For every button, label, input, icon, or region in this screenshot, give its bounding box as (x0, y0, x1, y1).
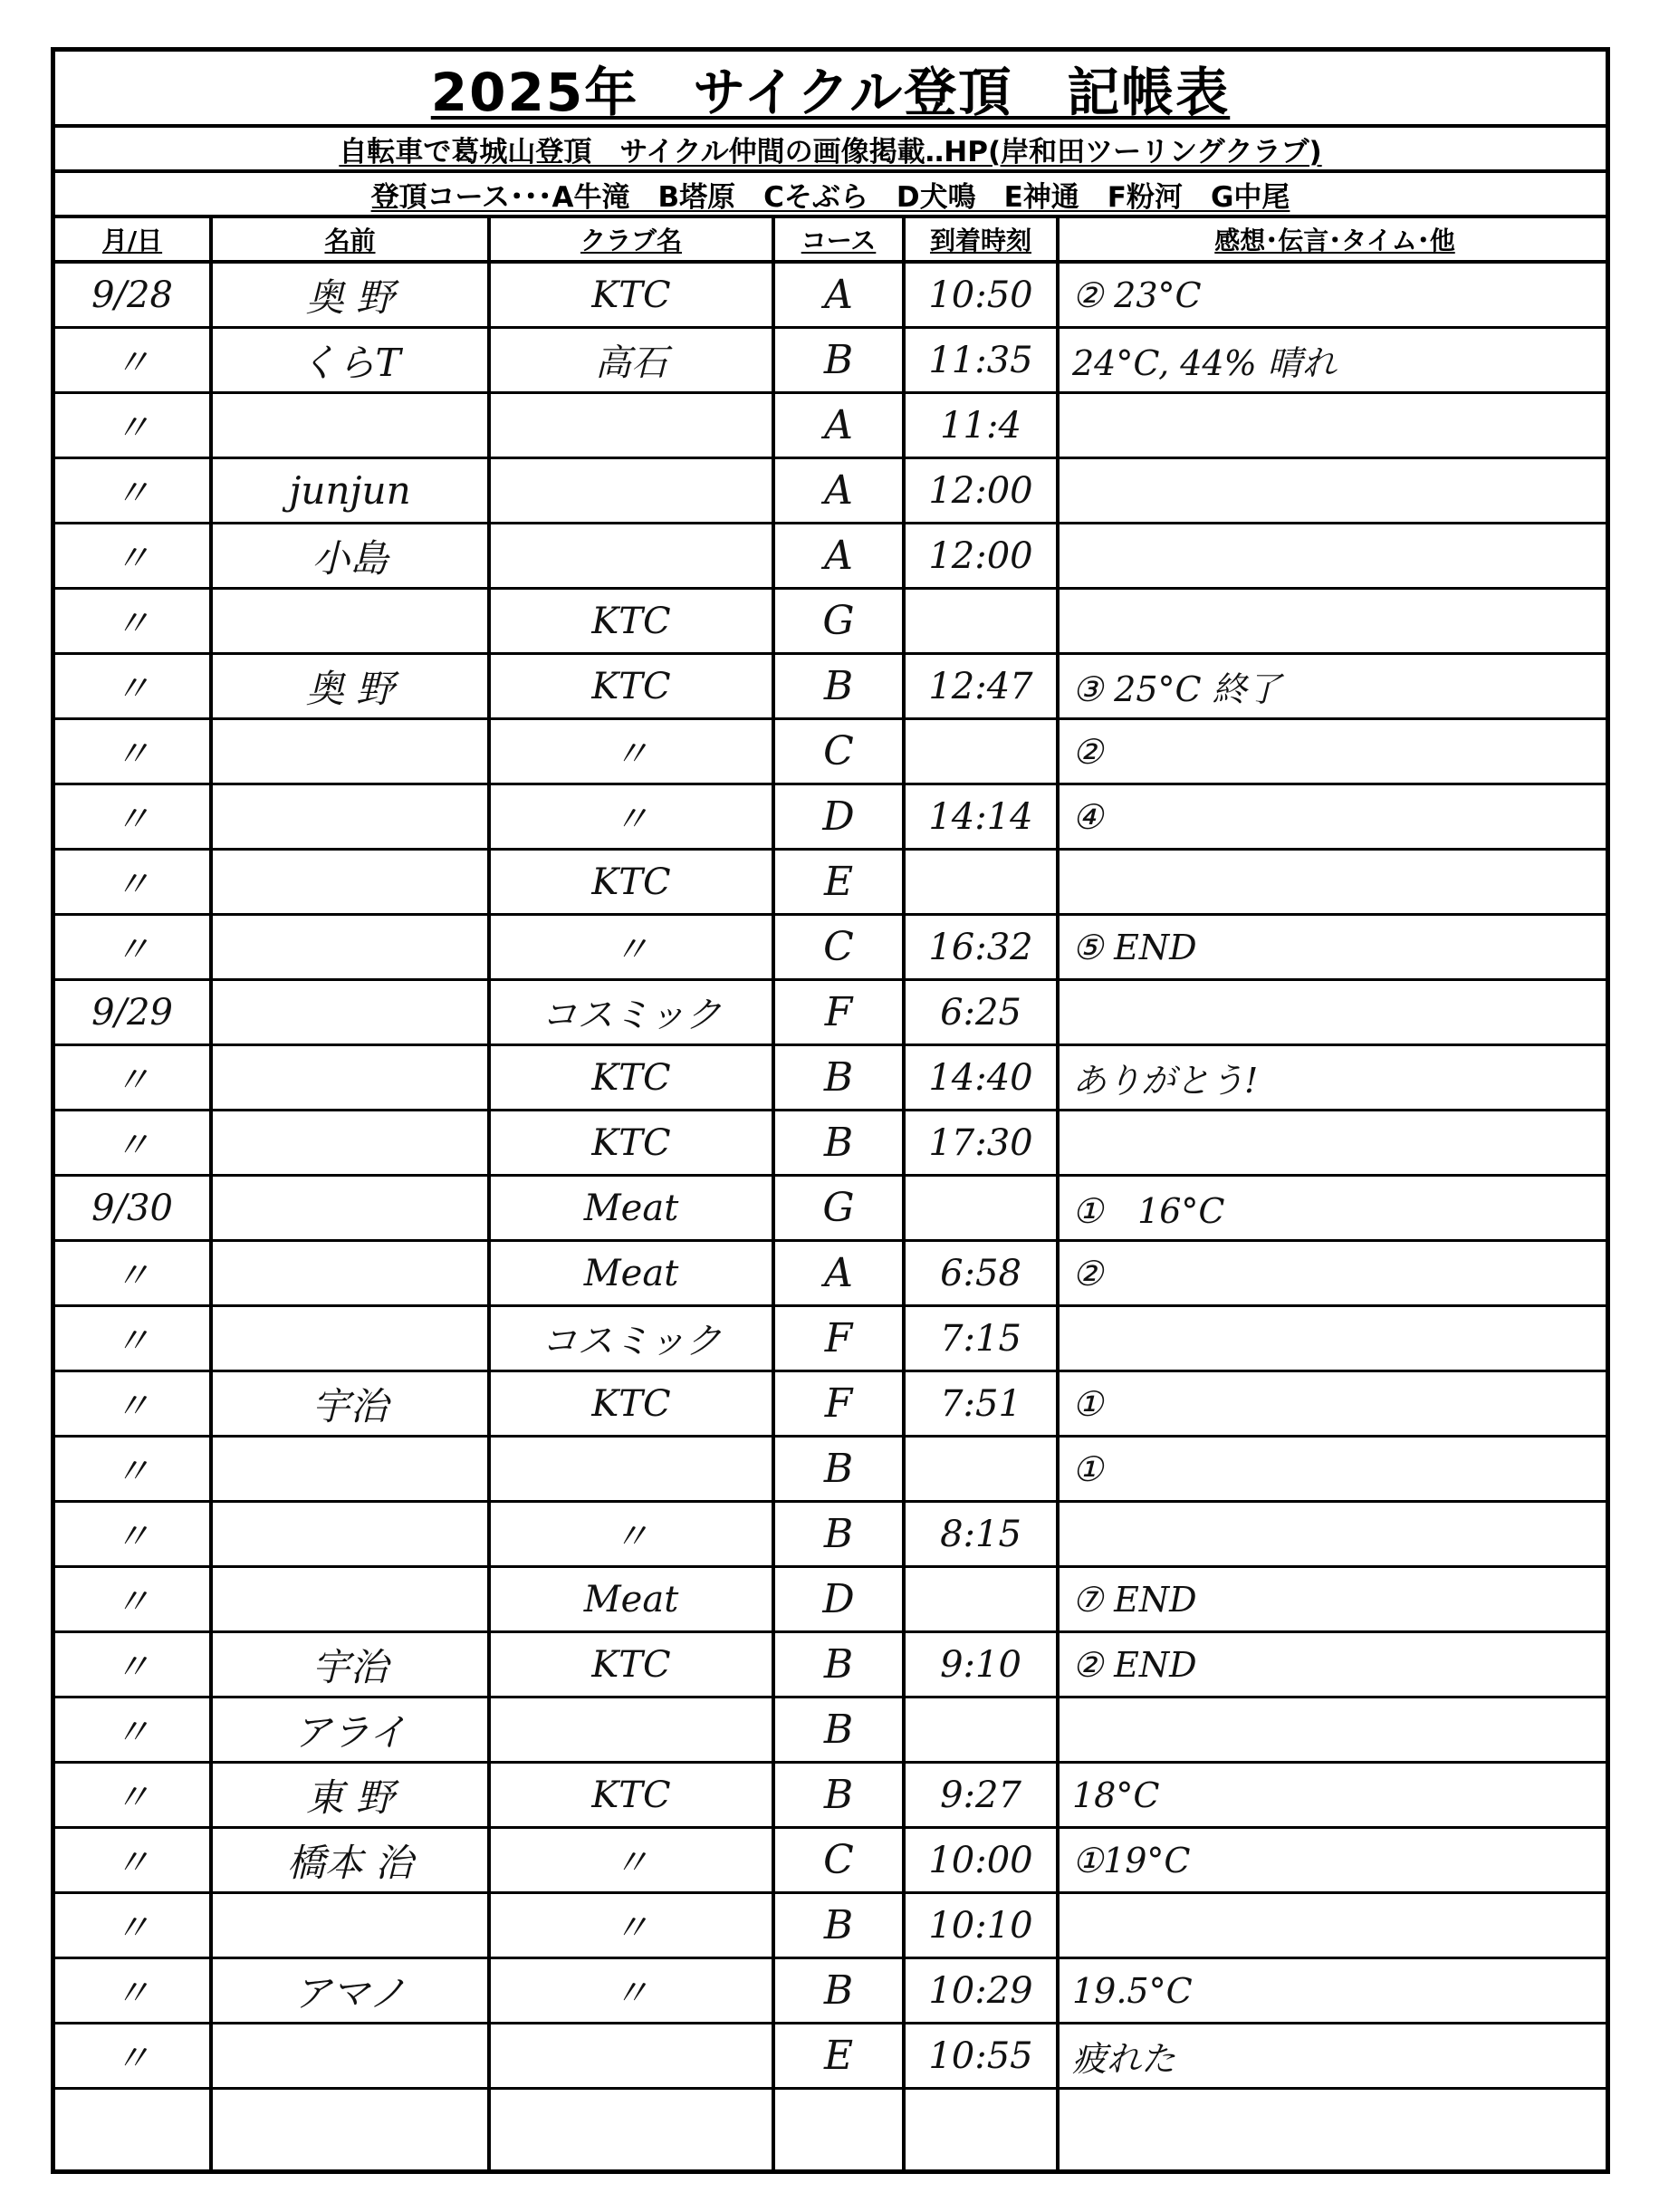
cell-note (1060, 524, 1610, 587)
cell-time: 8:15 (940, 1513, 1021, 1555)
cell-note: ③ 25°C 終了 (1072, 669, 1281, 709)
cell-date: 9/30 (91, 1187, 173, 1229)
cell-course: B (823, 337, 854, 383)
cell-name (213, 981, 487, 1043)
cell-course: F (824, 989, 853, 1035)
table-row (55, 1959, 1606, 2024)
cell-note: 24°C, 44% 晴れ (1072, 343, 1337, 383)
cell-course: B (823, 1054, 854, 1101)
table-row (55, 1438, 1606, 1503)
cell-date: 〃 (114, 538, 150, 580)
cell-note: ④ (1072, 796, 1104, 837)
cell-course: A (824, 402, 853, 448)
cell-club: 〃 (613, 799, 649, 841)
cell-date: 〃 (114, 799, 150, 841)
cell-course: B (823, 1511, 854, 1557)
cell-club (491, 524, 772, 587)
cell-note (1060, 590, 1610, 652)
cell-date: 〃 (114, 1516, 150, 1558)
cell-course: G (822, 1185, 855, 1231)
cell-course: B (823, 1967, 854, 2014)
cell-date: 〃 (114, 408, 150, 449)
cell-club: Meat (583, 1252, 679, 1294)
sheet-subtitle-bar (55, 128, 1606, 173)
table-row (55, 1372, 1606, 1438)
cell-time (906, 1568, 1056, 1630)
cell-note (1060, 1503, 1610, 1565)
cell-course: D (822, 793, 855, 840)
cell-name (213, 1046, 487, 1109)
cell-club: KTC (591, 1643, 671, 1686)
cell-note: ② END (1072, 1644, 1197, 1685)
table-row (55, 785, 1606, 851)
cell-date: 〃 (114, 929, 150, 971)
column-header-name: 名前 (324, 226, 376, 255)
cell-note (1060, 394, 1610, 457)
cell-time (906, 1438, 1056, 1500)
cell-club: KTC (591, 274, 671, 316)
cell-date: 〃 (114, 1321, 150, 1362)
cell-note: 18°C (1072, 1774, 1160, 1815)
cell-club: コスミック (541, 1321, 722, 1362)
cell-note (1060, 1894, 1610, 1957)
table-row (55, 394, 1606, 459)
column-header-club: クラブ名 (580, 226, 682, 255)
table-row (55, 1503, 1606, 1568)
cell-note (1060, 1111, 1610, 1174)
table-row (55, 1111, 1606, 1177)
column-header-course: コース (801, 226, 877, 255)
cell-name (213, 1568, 487, 1630)
cell-date: 〃 (114, 1125, 150, 1167)
cell-name (213, 851, 487, 913)
cell-course: F (824, 1380, 853, 1427)
cell-course: C (823, 924, 854, 970)
cell-club: 〃 (613, 1842, 649, 1884)
cell-time: 14:14 (928, 795, 1033, 838)
cell-name: 東 野 (305, 1774, 395, 1820)
cell-date: 〃 (114, 1712, 150, 1754)
cell-course: B (823, 1707, 854, 1753)
cell-name (213, 1894, 487, 1957)
cell-course: B (823, 1120, 854, 1166)
table-row (55, 1764, 1606, 1829)
cell-time: 10:50 (928, 274, 1033, 316)
cell-date: 〃 (114, 1842, 150, 1884)
cell-course: B (823, 1446, 854, 1492)
column-header-notes: 感想･伝言･タイム･他 (1214, 226, 1455, 255)
cell-time (906, 1177, 1056, 1239)
table-row (55, 524, 1606, 590)
cell-time: 11:35 (928, 339, 1033, 381)
table-row (55, 459, 1606, 524)
sheet-title: 2025年 サイクル登頂 記帳表 (430, 62, 1231, 123)
cell-course: A (824, 1250, 853, 1296)
cell-club: Meat (583, 1578, 679, 1621)
cell-club: KTC (591, 1121, 671, 1164)
cell-club: KTC (591, 861, 671, 903)
cell-name (213, 785, 487, 848)
cell-name: 橋本 治 (286, 1840, 414, 1885)
table-row (55, 1894, 1606, 1959)
table-row (55, 1046, 1606, 1111)
cell-time: 12:00 (928, 534, 1033, 577)
cell-note (1060, 459, 1610, 522)
course-legend-bar (55, 173, 1606, 218)
cell-time (906, 590, 1056, 652)
cell-note (1060, 851, 1610, 913)
table-row (55, 851, 1606, 916)
cell-club: 〃 (613, 1516, 649, 1558)
table-row (55, 329, 1606, 394)
table-row (55, 1177, 1606, 1242)
cell-note: ①19°C (1072, 1840, 1191, 1880)
cell-note: ① 16°C (1072, 1191, 1225, 1231)
cell-name: 奥 野 (305, 274, 395, 320)
cell-time (906, 851, 1056, 913)
log-rows (55, 264, 1606, 2169)
cell-date: 9/28 (91, 274, 173, 316)
cell-time: 7:51 (940, 1382, 1021, 1425)
cell-time (906, 720, 1056, 783)
cell-club: Meat (583, 1187, 679, 1229)
cell-club (491, 459, 772, 522)
cell-name (213, 1242, 487, 1304)
cell-time: 9:10 (940, 1643, 1021, 1686)
table-row (55, 655, 1606, 720)
cell-time: 10:10 (928, 1904, 1033, 1947)
cell-course: C (823, 728, 854, 774)
cell-course: F (824, 1315, 853, 1361)
cell-time: 6:58 (940, 1252, 1021, 1294)
cell-name (213, 2024, 487, 2087)
cell-date: 〃 (114, 1777, 150, 1819)
cell-name: くらT (299, 340, 401, 385)
cell-note: ② 23°C (1072, 274, 1202, 315)
cell-date: 9/29 (91, 991, 173, 1034)
cell-name (213, 590, 487, 652)
table-row (55, 1633, 1606, 1698)
cell-course: B (823, 1641, 854, 1688)
cell-date: 〃 (114, 1060, 150, 1101)
cell-course: A (824, 272, 853, 318)
cell-time (906, 1698, 1056, 1761)
cell-name (213, 394, 487, 457)
table-row (55, 1698, 1606, 1764)
cell-club: 〃 (613, 1908, 649, 1949)
cell-club: KTC (591, 1382, 671, 1425)
column-divider (772, 218, 775, 2169)
table-row (55, 2024, 1606, 2090)
cell-club: KTC (591, 1056, 671, 1099)
cell-time: 17:30 (928, 1121, 1033, 1164)
cell-club: 高石 (595, 342, 667, 384)
cell-note (1060, 1698, 1610, 1761)
cell-name (213, 720, 487, 783)
cell-club (491, 394, 772, 457)
cell-name: 小島 (312, 535, 388, 581)
sheet-title-bar (55, 52, 1606, 128)
cell-time: 10:55 (928, 2034, 1033, 2077)
cell-date: 〃 (114, 1255, 150, 1297)
cell-note: ① (1072, 1383, 1104, 1424)
course-legend: 登頂コース･･･A牛滝 B塔原 Cそぶら D犬鳴 E神通 F粉河 G中尾 (370, 180, 1290, 214)
cell-time: 16:32 (928, 926, 1033, 968)
column-divider (902, 218, 906, 2169)
column-divider (1056, 218, 1060, 2169)
cell-club: 〃 (613, 929, 649, 971)
cell-name (213, 1307, 487, 1370)
cell-note: ② (1072, 1253, 1104, 1294)
cell-note: ⑦ END (1072, 1579, 1197, 1620)
cell-course: E (823, 2033, 854, 2079)
table-row (55, 1568, 1606, 1633)
cell-date: 〃 (114, 734, 150, 775)
cell-name: 宇治 (312, 1644, 388, 1689)
cell-date: 〃 (114, 1647, 150, 1688)
table-row (55, 1242, 1606, 1307)
cell-note: 19.5°C (1072, 1970, 1193, 2011)
cell-time: 9:27 (940, 1774, 1021, 1816)
cell-name (213, 1503, 487, 1565)
cell-note: ⑤ END (1072, 927, 1197, 967)
cell-date: 〃 (114, 1908, 150, 1949)
cell-time: 12:47 (928, 665, 1033, 707)
cell-course: B (823, 1902, 854, 1948)
cell-time: 11:4 (940, 404, 1021, 447)
cell-club: 〃 (613, 1973, 649, 2015)
cell-time: 10:29 (928, 1969, 1033, 2012)
table-row (55, 1307, 1606, 1372)
cell-date: 〃 (114, 2038, 150, 2080)
table-row (55, 981, 1606, 1046)
cell-date: 〃 (114, 1973, 150, 2015)
table-row (55, 264, 1606, 329)
cell-date: 〃 (114, 342, 150, 384)
table-row (55, 720, 1606, 785)
cell-note: ② (1072, 731, 1104, 772)
cell-course: C (823, 1837, 854, 1883)
cell-time: 7:15 (940, 1317, 1021, 1360)
cell-course: B (823, 1772, 854, 1818)
cell-name: 宇治 (312, 1383, 388, 1428)
cell-note: ありがとう! (1072, 1061, 1259, 1101)
cell-name (213, 1438, 487, 1500)
cell-name: アライ (293, 1709, 407, 1755)
cell-name (213, 1177, 487, 1239)
cell-time: 10:00 (928, 1839, 1033, 1881)
log-sheet (51, 47, 1610, 2174)
cell-course: D (822, 1576, 855, 1622)
cell-course: G (822, 598, 855, 644)
cell-club: 〃 (613, 734, 649, 775)
column-header-date: 月/日 (101, 226, 163, 255)
column-header-time: 到着時刻 (929, 226, 1031, 255)
cell-course: A (824, 533, 853, 579)
cell-club (491, 1438, 772, 1500)
cell-name (213, 1111, 487, 1174)
cell-date: 〃 (114, 864, 150, 906)
cell-date: 〃 (114, 1451, 150, 1493)
sheet-subtitle: 自転車で葛城山登頂 サイクル仲間の画像掲載‥HP(岸和田ツーリングクラブ) (339, 135, 1322, 168)
cell-time: 6:25 (940, 991, 1021, 1034)
cell-name (213, 916, 487, 978)
cell-date: 〃 (114, 603, 150, 645)
cell-note (1060, 1307, 1610, 1370)
cell-course: A (824, 467, 853, 514)
cell-name: アマノ (293, 1970, 407, 2015)
cell-time: 12:00 (928, 469, 1033, 512)
column-divider (209, 218, 213, 2169)
cell-course: E (823, 859, 854, 905)
cell-date: 〃 (114, 1582, 150, 1623)
cell-date: 〃 (114, 668, 150, 710)
cell-date: 〃 (114, 1386, 150, 1428)
cell-name: 奥 野 (305, 666, 395, 711)
cell-note (1060, 981, 1610, 1043)
cell-club: KTC (591, 665, 671, 707)
cell-course: B (823, 663, 854, 709)
cell-club (491, 2024, 772, 2087)
cell-club (491, 1698, 772, 1761)
column-header-row (55, 218, 1606, 264)
cell-name: junjun (289, 468, 411, 513)
cell-club: KTC (591, 600, 671, 642)
cell-time: 14:40 (928, 1056, 1033, 1099)
cell-club: KTC (591, 1774, 671, 1816)
column-divider (487, 218, 491, 2169)
cell-note: ① (1072, 1448, 1104, 1489)
table-row (55, 916, 1606, 981)
cell-club: コスミック (541, 995, 722, 1036)
cell-note: 疲れた (1072, 2039, 1176, 2079)
table-row (55, 1829, 1606, 1894)
table-row (55, 590, 1606, 655)
cell-date: 〃 (114, 473, 150, 515)
